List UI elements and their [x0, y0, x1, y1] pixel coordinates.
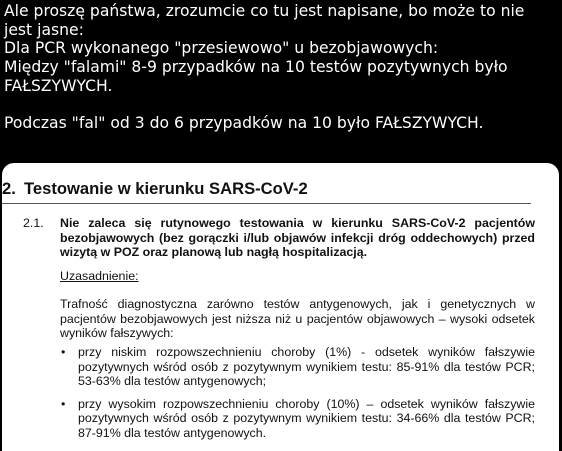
section-number: 2. [2, 179, 16, 198]
post-spacer [4, 96, 554, 115]
list-item [60, 345, 535, 389]
bullet-text: przy niskim rozpowszechnieniu choroby (1%) - odsetek wyników fałszywie pozytywnych wśród osób z pozytywnym wynikiem testu: 85-91% dla testów PCR; 53-63% dla testów antygenowych; [78, 345, 535, 389]
bullet-list [60, 345, 535, 449]
post-line: Dla PCR wykonanego "przesiewowo" u bezobjawowych: [4, 39, 439, 58]
justification-label: Uzasadnienie: [60, 269, 139, 283]
bullet-icon: • [61, 396, 66, 411]
section-heading [2, 179, 308, 199]
subsection-number: 2.1. [23, 216, 44, 230]
justification-text: Trafność diagnostyczna zarówno testów antygenowych, jak i genetycznych w pacjentów bezobjawowych jest niższa niż u pacjentów objawowych – wysoki odsetek wyników fałszywych: [60, 297, 535, 341]
section-title: Testowanie w kierunku SARS-CoV-2 [24, 179, 308, 198]
post-line: Podczas "fal" od 3 do 6 przypadków na 10 było FAŁSZYWYCH. [4, 114, 484, 133]
post-line: Między "falami" 8-9 przypadków na 10 testów pozytywnych było FAŁSZYWYCH. [4, 58, 508, 95]
list-item [60, 397, 535, 441]
bullet-icon: • [61, 345, 66, 359]
recommendation-text: Nie zaleca się rutynowego testowania w kierunku SARS-CoV-2 pacjentów bezobjawowych (bez gorączki i/lub objawów infekcji dróg oddechowych) przed wizytą w POZ oraz planową lub nagłą hospitalizacją. [60, 216, 535, 260]
bullet-text: przy wysokim rozpowszechnieniu choroby (10%) – odsetek wyników fałszywie pozytywnych wśród osób z pozytywnym wynikiem testu: 34-66% dla testów PCR; 87-91% dla testów antygenowych. [78, 396, 535, 440]
post-text [4, 2, 554, 133]
heading-divider [2, 203, 531, 204]
document-image [2, 163, 559, 451]
post-line: Ale proszę państwa, zrozumcie co tu jest napisane, bo może to nie jest jasne: [4, 2, 525, 39]
